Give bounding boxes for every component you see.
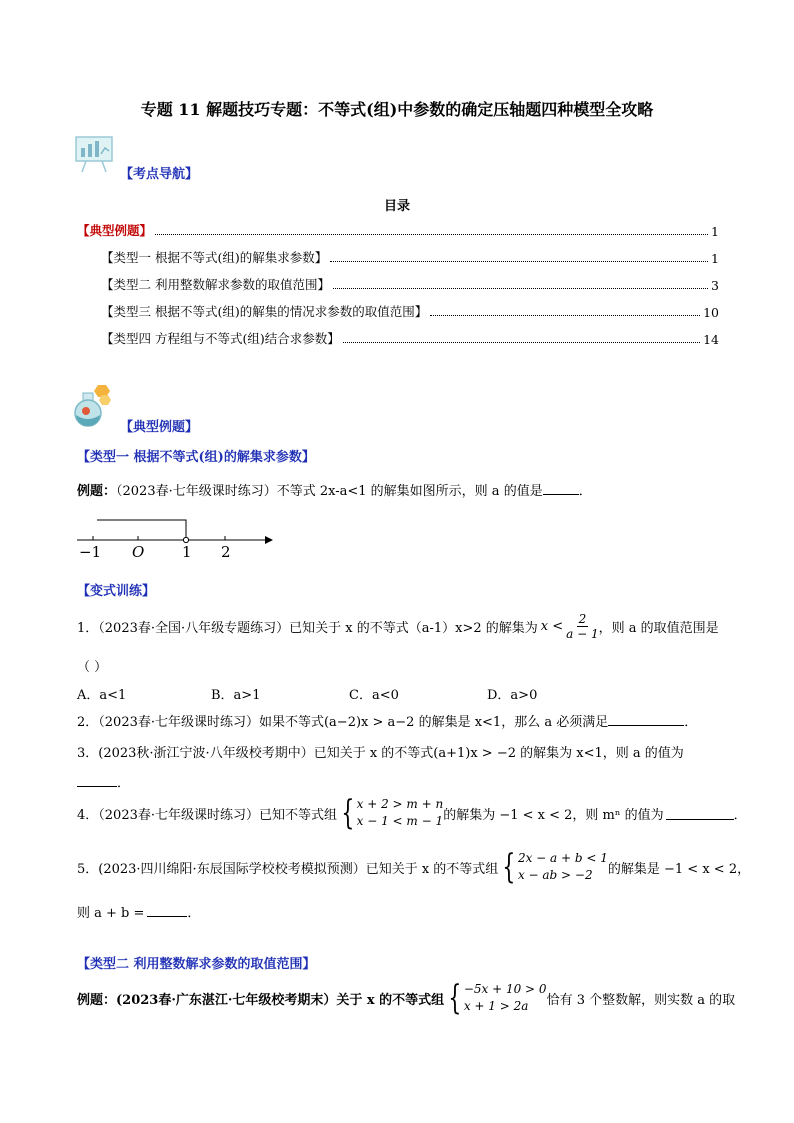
q4-system: { x + 2 > m + n x − 1 < m − 1 — [341, 793, 444, 833]
tick-label: O — [132, 543, 145, 561]
q5-pre: 5．(2023·四川绵阳·东辰国际学校校考模拟预测）已知关于 x 的不等式组 — [77, 861, 499, 877]
q3-answer-line: ． — [77, 772, 130, 791]
toc-entry-main[interactable] — [77, 221, 719, 239]
number-line — [75, 510, 275, 569]
q1-paren: （ ） — [77, 660, 108, 675]
toc-page: 14 — [703, 332, 719, 347]
type2-example-pre: 例题：(2023春·广东湛江·七年级校考期末）关于 x 的不等式组 — [77, 992, 445, 1008]
brace-icon: { — [448, 978, 462, 1018]
answer-blank[interactable] — [147, 904, 187, 917]
practice-heading: 【变式训练】 — [77, 584, 156, 599]
answer-blank[interactable] — [608, 713, 684, 726]
nav-heading: 【考点导航】 — [120, 167, 199, 182]
toc-entry-type1[interactable] — [101, 248, 719, 266]
answer-blank[interactable] — [543, 482, 579, 495]
question-1: 1．（2023春·全国·八年级专题练习）已知关于 x 的不等式（a-1）x>2 的解集为 x < $\frac{2}{a - 1}$ ，则 a 的取值范围是 — [77, 612, 719, 641]
toc-label: 【类型三 根据不等式(组)的解集的情况求参数的取值范围】 — [101, 304, 428, 319]
type2-example — [77, 978, 736, 1018]
q5-line2-text: 则 a + b = — [77, 906, 145, 921]
type2-system: { −5x + 10 > 0 x + 1 > 2a — [448, 978, 547, 1018]
q4-pre: 4．（2023春·七年级课时练习）已知不等式组 — [77, 807, 337, 823]
toc-heading: 目录 — [383, 199, 410, 214]
q4-post: 的解集为 −1 < x < 2，则 mⁿ 的值为 — [443, 807, 664, 823]
q1-option-a[interactable]: A．a<1 — [77, 688, 127, 703]
toc-entry-type2[interactable] — [101, 275, 719, 293]
answer-blank[interactable] — [666, 807, 734, 820]
type1-heading: 【类型一 根据不等式(组)的解集求参数】 — [77, 450, 315, 465]
q2-text: 2．（2023春·七年级课时练习）如果不等式(a−2)x > a−2 的解集是 x<1，那么 a 必须满足 — [77, 715, 609, 730]
tick-label: −1 — [79, 543, 102, 561]
question-2: 2．（2023春·七年级课时练习）如果不等式(a−2)x > a−2 的解集是 x<1，那么 a 必须满足 ． — [77, 715, 698, 730]
q5-line2: 则 a + b = ． — [77, 906, 201, 921]
tick-label: 2 — [221, 543, 231, 561]
toc-page: 3 — [711, 278, 719, 293]
toc-leader — [430, 315, 700, 316]
flask-icon — [72, 383, 116, 433]
q1-tail: ，则 a 的取值范围是 — [598, 621, 719, 636]
presentation-board-icon — [74, 134, 116, 178]
question-4: 4．（2023春·七年级课时练习）已知不等式组 { x + 2 > m + n x − 1 < m − 1 的解集为 −1 < x < 2，则 mⁿ 的值为 ． — [77, 793, 747, 833]
q1-text: 1．（2023春·全国·八年级专题练习）已知关于 x 的不等式（a-1）x>2 的解集为 — [77, 621, 538, 636]
toc-leader — [333, 288, 708, 289]
answer-blank[interactable] — [77, 774, 117, 787]
example-text: （2023春·七年级课时练习）不等式 2x-a<1 的解集如图所示，则 a 的值是 — [116, 484, 543, 499]
toc-leader — [343, 342, 700, 343]
toc-leader — [155, 234, 708, 235]
toc-leader — [330, 261, 708, 262]
type2-heading: 【类型二 利用整数解求参数的取值范围】 — [77, 957, 316, 972]
q5-post: 的解集是 −1 < x < 2， — [607, 861, 751, 877]
toc-entry-type3[interactable] — [101, 302, 719, 320]
toc-entry-type4[interactable] — [101, 329, 719, 347]
question-5 — [77, 847, 751, 887]
type2-example-post: 恰有 3 个整数解，则实数 a 的取 — [546, 992, 736, 1008]
toc-label: 【类型一 根据不等式(组)的解集求参数】 — [101, 250, 328, 265]
toc-label: 【类型四 方程组与不等式(组)结合求参数】 — [101, 331, 340, 346]
q1-option-c[interactable]: C．a<0 — [349, 688, 399, 703]
type1-example: 例题：（2023春·七年级课时练习）不等式 2x-a<1 的解集如图所示，则 a 的值是 ． — [77, 484, 592, 499]
toc-page: 10 — [703, 305, 719, 320]
example-label: 例题： — [77, 484, 117, 499]
q1-option-d[interactable]: D．a>0 — [487, 688, 538, 703]
tick-label: 1 — [182, 543, 192, 561]
page-title: 专题 11 解题技巧专题：不等式(组)中参数的确定压轴题四种模型全攻略 — [140, 100, 654, 119]
question-3 — [77, 742, 684, 761]
q1-fraction: $\frac{2}{a - 1}$ — [566, 612, 599, 641]
brace-icon: { — [341, 793, 355, 833]
toc-page: 1 — [711, 251, 719, 266]
toc-label: 【类型二 利用整数解求参数的取值范围】 — [101, 277, 330, 292]
q1-option-b[interactable]: B．a>1 — [211, 688, 261, 703]
toc-label: 【典型例题】 — [77, 223, 153, 238]
brace-icon: { — [502, 847, 516, 887]
section-heading: 【典型例题】 — [120, 420, 199, 435]
q3-text: 3．(2023秋·浙江宁波·八年级校考期中）已知关于 x 的不等式(a+1)x > −2 的解集为 x<1，则 a 的值为 — [77, 746, 684, 761]
q5-system: { 2x − a + b < 1 x − ab > −2 — [502, 847, 608, 887]
toc-page: 1 — [711, 224, 719, 239]
